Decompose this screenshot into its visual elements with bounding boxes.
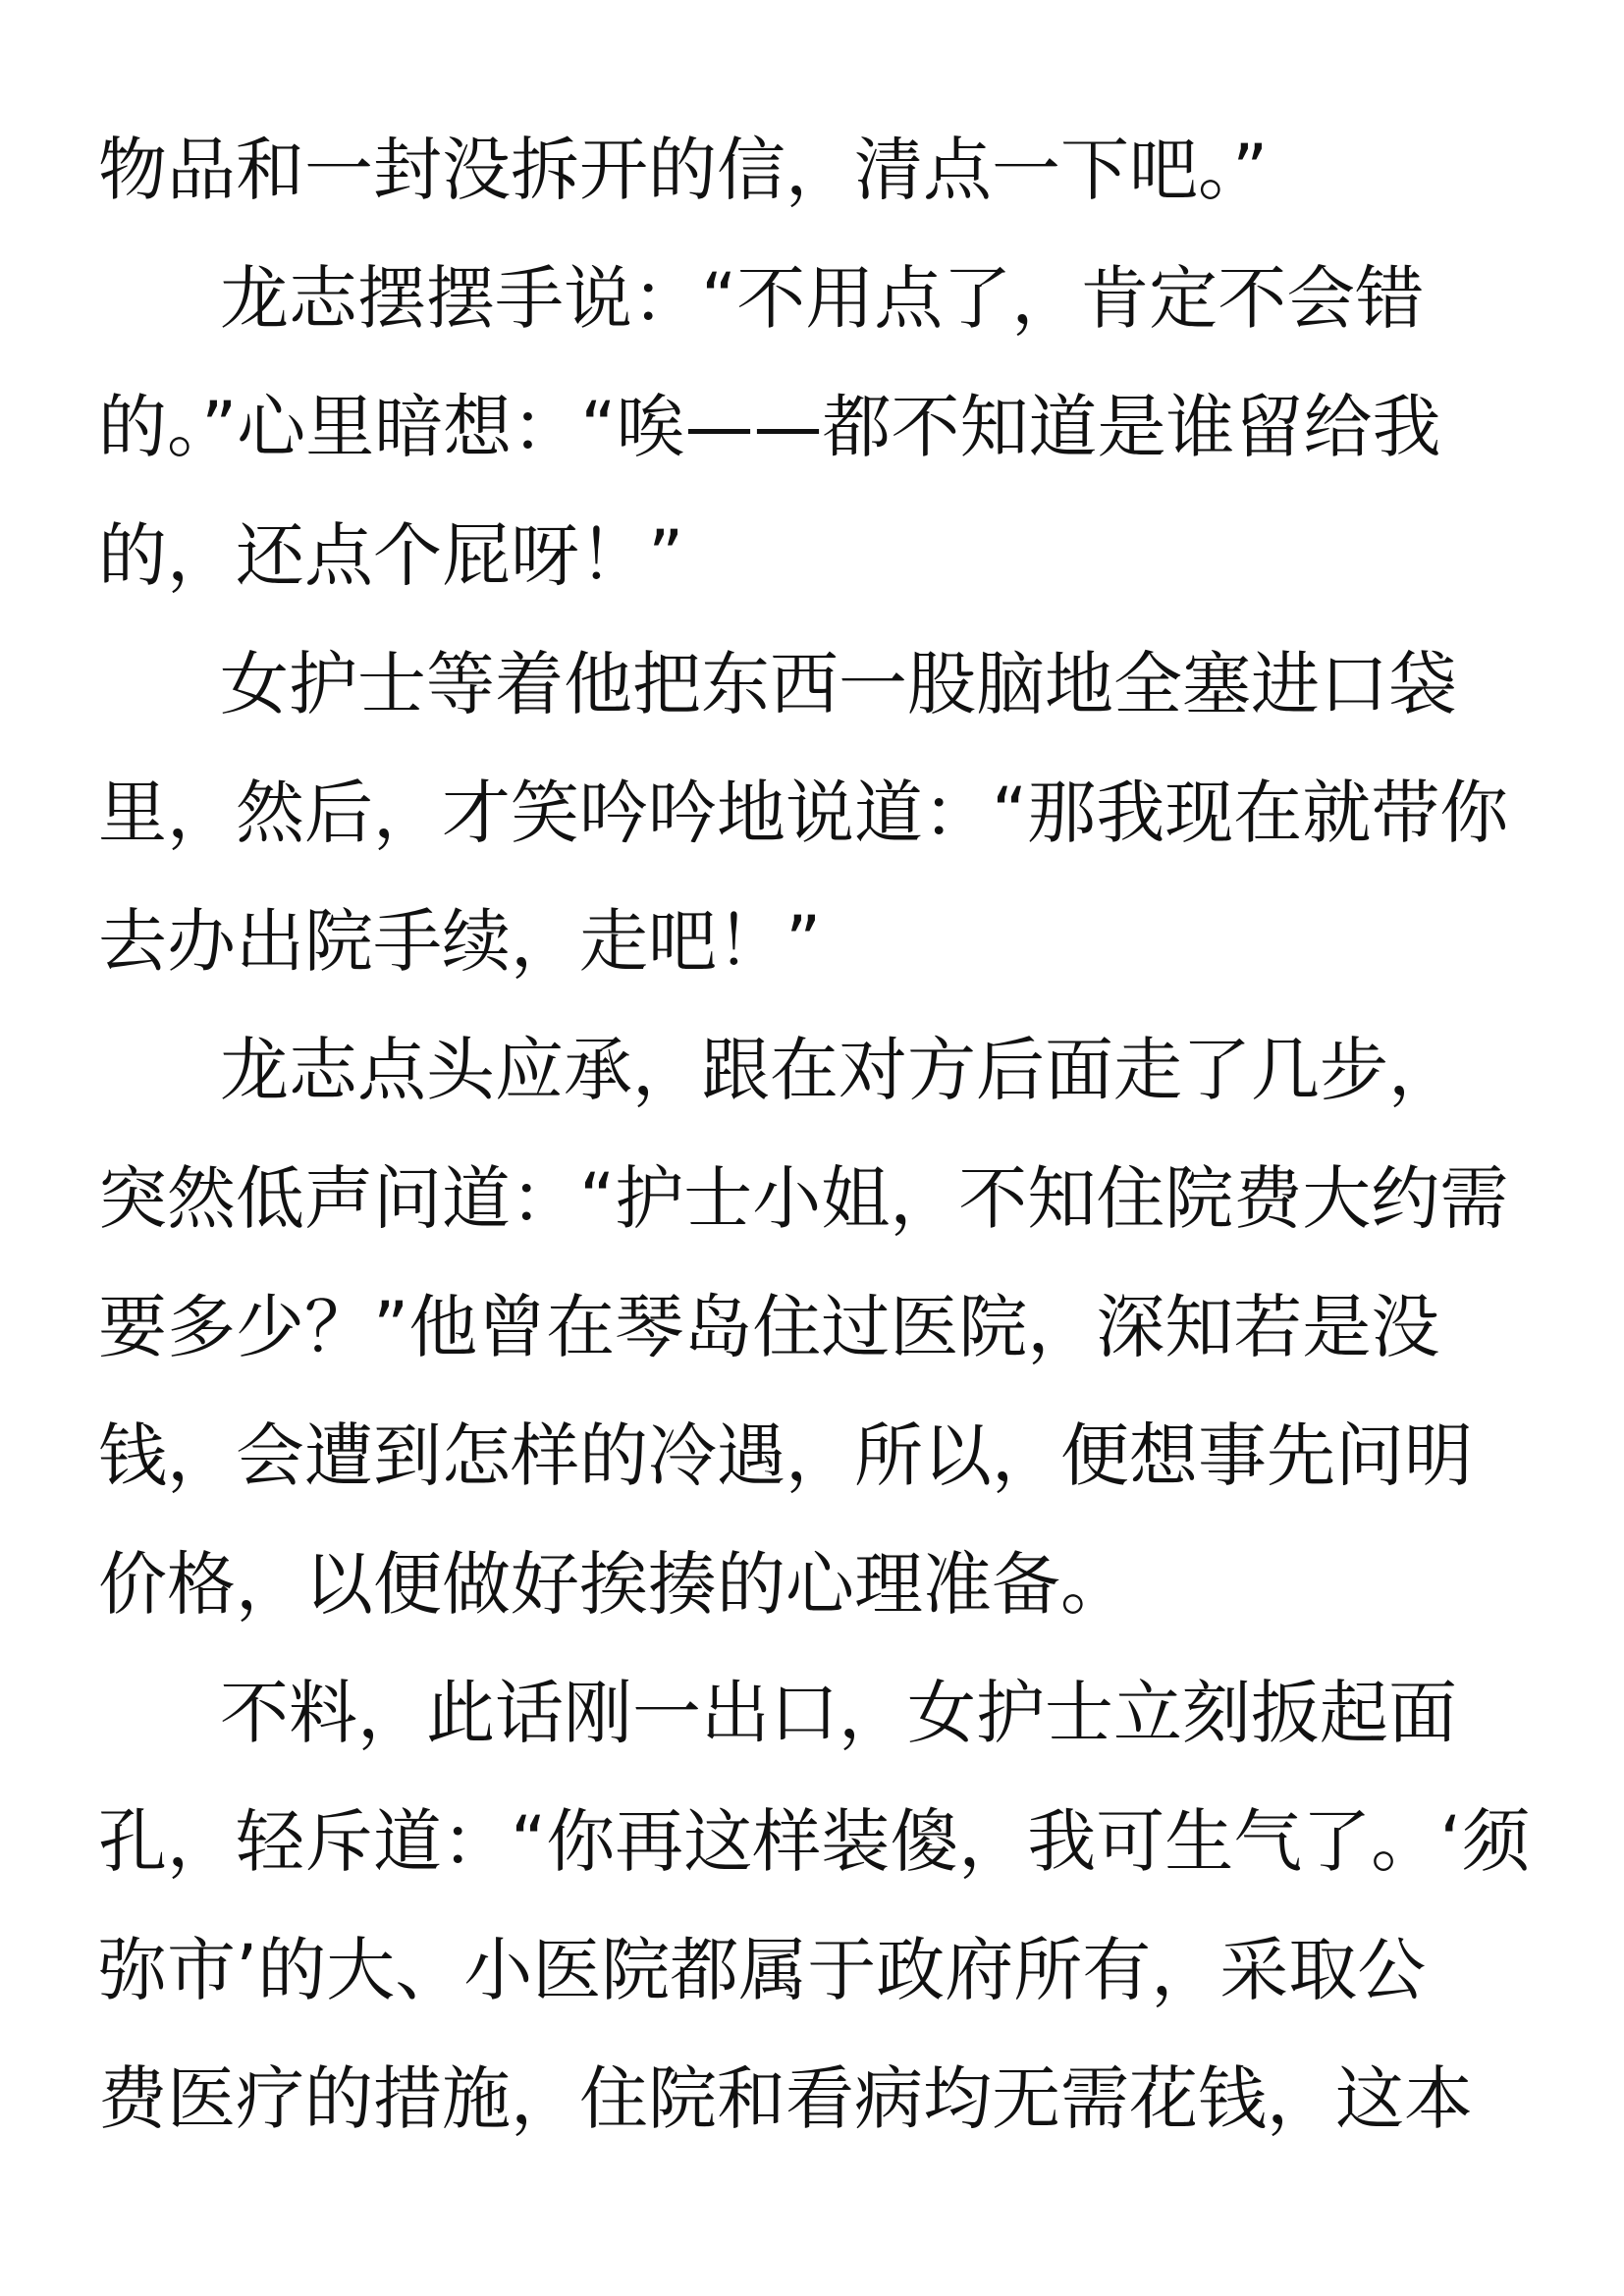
text-line: 的，还点个屁呀！” xyxy=(98,515,684,596)
text-line: 的。”心里暗想：“唉——都不知道是谁留给我 xyxy=(98,387,1441,467)
text-line: 去办出院手续，走吧！” xyxy=(98,901,822,982)
text-line: 孔，轻斥道：“你再这样装傻，我可生气了。‘须 xyxy=(98,1801,1531,1882)
text-line: 龙志摆摆手说：“不用点了，肯定不会错 xyxy=(220,258,1425,339)
text-line: 物品和一封没拆开的信，清点一下吧。” xyxy=(98,130,1269,210)
text-line: 突然低声问道：“护士小姐，不知住院费大约需 xyxy=(98,1158,1509,1239)
text-line: 费医疗的措施，住院和看病均无需花钱，这本 xyxy=(98,2058,1473,2139)
text-line: 里，然后，才笑吟吟地说道：“那我现在就带你 xyxy=(98,773,1509,853)
body-text xyxy=(98,106,1542,2163)
text-line: 龙志点头应承，跟在对方后面走了几步， xyxy=(220,1030,1457,1110)
text-line: 女护士等着他把东西一股脑地全塞进口袋 xyxy=(220,644,1457,724)
text-line: 弥市’的大、小医院都属于政府所有，采取公 xyxy=(98,1930,1427,2010)
text-line: 要多少？”他曾在琴岛住过医院，深知若是没 xyxy=(98,1287,1440,1367)
text-line: 价格，以便做好挨揍的心理准备。 xyxy=(98,1544,1129,1625)
text-line: 钱，会遭到怎样的冷遇，所以，便想事先问明 xyxy=(98,1415,1473,1496)
text-line: 不料，此话刚一出口，女护士立刻扳起面 xyxy=(220,1673,1457,1753)
